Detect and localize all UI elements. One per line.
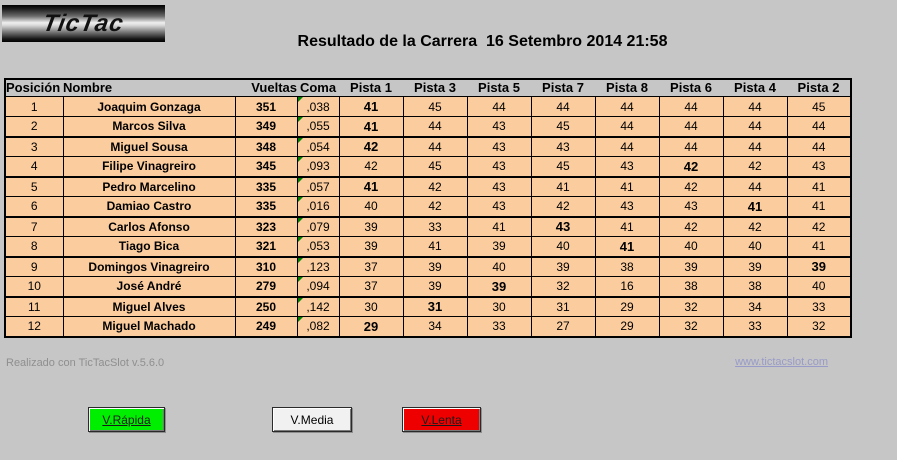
column-header-nombre: Nombre xyxy=(63,80,113,95)
laps-decimal-cell: ,053 xyxy=(297,237,339,257)
website-link[interactable]: www.tictacslot.com xyxy=(735,356,828,368)
total-laps-cell: 335 xyxy=(235,177,297,197)
lap-count-cell: 42 xyxy=(403,197,467,217)
position-cell: 2 xyxy=(5,117,63,137)
lap-count-cell: 38 xyxy=(595,257,659,277)
lap-count-cell: 42 xyxy=(723,217,787,237)
cell-corner-marker-icon xyxy=(298,157,303,162)
lap-count-cell: 44 xyxy=(595,97,659,117)
lap-count-cell: 44 xyxy=(403,137,467,157)
column-header-coma: Coma xyxy=(299,80,337,95)
lap-count-cell: 37 xyxy=(339,277,403,297)
laps-decimal-cell: ,016 xyxy=(297,197,339,217)
driver-name-cell: Carlos Afonso xyxy=(63,217,235,237)
lap-count-cell: 32 xyxy=(787,317,851,337)
driver-name-cell: Tiago Bica xyxy=(63,237,235,257)
lap-count-cell: 42 xyxy=(659,157,723,177)
total-laps-cell: 345 xyxy=(235,157,297,177)
lap-count-cell: 40 xyxy=(531,237,595,257)
lap-count-cell: 44 xyxy=(403,117,467,137)
lap-count-cell: 44 xyxy=(787,137,851,157)
driver-name-cell: Miguel Sousa xyxy=(63,137,235,157)
lap-count-cell: 44 xyxy=(723,137,787,157)
page-title: Resultado de la Carrera 16 Setembro 2014 21:58 xyxy=(297,33,668,50)
result-row xyxy=(5,277,851,297)
laps-decimal-cell: ,054 xyxy=(297,137,339,157)
lap-count-cell: 43 xyxy=(531,217,595,237)
lap-count-cell: 43 xyxy=(787,157,851,177)
lap-count-cell: 41 xyxy=(531,177,595,197)
lap-count-cell: 29 xyxy=(339,317,403,337)
lap-count-cell: 40 xyxy=(659,237,723,257)
result-row xyxy=(5,257,851,277)
total-laps-cell: 335 xyxy=(235,197,297,217)
result-row xyxy=(5,117,851,137)
result-row xyxy=(5,157,851,177)
lap-count-cell: 40 xyxy=(723,237,787,257)
column-header-vueltas: Vueltas xyxy=(251,80,297,95)
lap-count-cell: 40 xyxy=(787,277,851,297)
lap-count-cell: 39 xyxy=(339,237,403,257)
total-laps-cell: 351 xyxy=(235,97,297,117)
lap-count-cell: 43 xyxy=(467,197,531,217)
lap-count-cell: 43 xyxy=(467,157,531,177)
driver-name-cell: José André xyxy=(63,277,235,297)
lap-count-cell: 41 xyxy=(339,97,403,117)
lap-count-cell: 33 xyxy=(723,317,787,337)
lap-count-cell: 40 xyxy=(467,257,531,277)
lap-count-cell: 41 xyxy=(595,177,659,197)
position-cell: 3 xyxy=(5,137,63,157)
lap-count-cell: 41 xyxy=(723,197,787,217)
results-table xyxy=(4,78,852,338)
laps-decimal-cell: ,142 xyxy=(297,297,339,317)
position-cell: 12 xyxy=(5,317,63,337)
result-row xyxy=(5,237,851,257)
lap-count-cell: 41 xyxy=(467,217,531,237)
lap-count-cell: 42 xyxy=(531,197,595,217)
driver-name-cell: Miguel Alves xyxy=(63,297,235,317)
results-header-row xyxy=(5,79,851,97)
lap-count-cell: 44 xyxy=(723,117,787,137)
total-laps-cell: 279 xyxy=(235,277,297,297)
lap-count-cell: 27 xyxy=(531,317,595,337)
lap-count-cell: 42 xyxy=(723,157,787,177)
total-laps-cell: 310 xyxy=(235,257,297,277)
lap-count-cell: 44 xyxy=(595,137,659,157)
lap-count-cell: 43 xyxy=(659,197,723,217)
lap-count-cell: 42 xyxy=(659,177,723,197)
result-row xyxy=(5,217,851,237)
driver-name-cell: Pedro Marcelino xyxy=(63,177,235,197)
lap-count-cell: 45 xyxy=(787,97,851,117)
credit-text: Realizado con TicTacSlot v.5.6.0 xyxy=(6,357,165,369)
laps-decimal-cell: ,123 xyxy=(297,257,339,277)
laps-decimal-cell: ,093 xyxy=(297,157,339,177)
lap-count-cell: 44 xyxy=(659,97,723,117)
result-row xyxy=(5,197,851,217)
position-cell: 1 xyxy=(5,97,63,117)
total-laps-cell: 349 xyxy=(235,117,297,137)
lap-count-cell: 42 xyxy=(339,157,403,177)
lap-count-cell: 39 xyxy=(467,237,531,257)
lap-count-cell: 34 xyxy=(723,297,787,317)
laps-decimal-cell: ,079 xyxy=(297,217,339,237)
lap-count-cell: 44 xyxy=(723,177,787,197)
lap-count-cell: 32 xyxy=(659,317,723,337)
lap-count-cell: 43 xyxy=(595,197,659,217)
lap-count-cell: 42 xyxy=(339,137,403,157)
lap-count-cell: 44 xyxy=(531,97,595,117)
driver-name-cell: Filipe Vinagreiro xyxy=(63,157,235,177)
cell-corner-marker-icon xyxy=(298,117,303,122)
lap-count-cell: 39 xyxy=(723,257,787,277)
column-header-pista-7: Pista 7 xyxy=(542,80,584,95)
total-laps-cell: 250 xyxy=(235,297,297,317)
lap-count-cell: 38 xyxy=(659,277,723,297)
cell-corner-marker-icon xyxy=(298,298,303,303)
driver-name-cell: Miguel Machado xyxy=(63,317,235,337)
position-cell: 5 xyxy=(5,177,63,197)
lap-count-cell: 42 xyxy=(403,177,467,197)
driver-name-cell: Joaquim Gonzaga xyxy=(63,97,235,117)
position-cell: 6 xyxy=(5,197,63,217)
lap-count-cell: 44 xyxy=(787,117,851,137)
position-cell: 10 xyxy=(5,277,63,297)
result-row xyxy=(5,137,851,157)
lap-count-cell: 44 xyxy=(659,117,723,137)
column-header-pista-3: Pista 3 xyxy=(414,80,456,95)
lap-count-cell: 44 xyxy=(723,97,787,117)
lap-count-cell: 31 xyxy=(531,297,595,317)
lap-count-cell: 31 xyxy=(403,297,467,317)
lap-count-cell: 45 xyxy=(403,157,467,177)
lap-count-cell: 30 xyxy=(339,297,403,317)
column-header-pista-8: Pista 8 xyxy=(606,80,648,95)
cell-corner-marker-icon xyxy=(298,218,303,223)
lap-count-cell: 41 xyxy=(787,177,851,197)
lap-count-cell: 41 xyxy=(595,217,659,237)
total-laps-cell: 321 xyxy=(235,237,297,257)
cell-corner-marker-icon xyxy=(298,237,303,242)
lap-count-cell: 30 xyxy=(467,297,531,317)
total-laps-cell: 348 xyxy=(235,137,297,157)
cell-corner-marker-icon xyxy=(298,178,303,183)
medium-speed-button[interactable]: V.Media xyxy=(272,407,352,432)
driver-name-cell: Damiao Castro xyxy=(63,197,235,217)
result-row xyxy=(5,317,851,337)
lap-count-cell: 32 xyxy=(531,277,595,297)
position-cell: 8 xyxy=(5,237,63,257)
lap-count-cell: 43 xyxy=(531,137,595,157)
position-cell: 7 xyxy=(5,217,63,237)
lap-count-cell: 43 xyxy=(467,177,531,197)
cell-corner-marker-icon xyxy=(298,97,303,102)
lap-count-cell: 37 xyxy=(339,257,403,277)
lap-count-cell: 45 xyxy=(531,157,595,177)
driver-name-cell: Marcos Silva xyxy=(63,117,235,137)
cell-corner-marker-icon xyxy=(298,258,303,263)
result-row xyxy=(5,297,851,317)
column-header-pista-1: Pista 1 xyxy=(350,80,392,95)
lap-count-cell: 38 xyxy=(723,277,787,297)
laps-decimal-cell: ,094 xyxy=(297,277,339,297)
position-cell: 11 xyxy=(5,297,63,317)
lap-count-cell: 44 xyxy=(467,97,531,117)
total-laps-cell: 249 xyxy=(235,317,297,337)
lap-count-cell: 41 xyxy=(339,177,403,197)
results-body xyxy=(5,97,851,337)
lap-count-cell: 43 xyxy=(595,157,659,177)
result-row xyxy=(5,177,851,197)
result-row xyxy=(5,97,851,117)
cell-corner-marker-icon xyxy=(298,277,303,282)
cell-corner-marker-icon xyxy=(298,197,303,202)
lap-count-cell: 44 xyxy=(659,137,723,157)
cell-corner-marker-icon xyxy=(298,138,303,143)
lap-count-cell: 39 xyxy=(659,257,723,277)
lap-count-cell: 34 xyxy=(403,317,467,337)
lap-count-cell: 41 xyxy=(787,197,851,217)
fast-speed-button[interactable]: V.Rápida xyxy=(88,407,165,432)
column-header-posición: Posición xyxy=(6,80,61,95)
lap-count-cell: 42 xyxy=(659,217,723,237)
laps-decimal-cell: ,057 xyxy=(297,177,339,197)
column-header-pista-5: Pista 5 xyxy=(478,80,520,95)
lap-count-cell: 33 xyxy=(403,217,467,237)
position-cell: 4 xyxy=(5,157,63,177)
lap-count-cell: 32 xyxy=(659,297,723,317)
lap-count-cell: 41 xyxy=(403,237,467,257)
lap-count-cell: 39 xyxy=(467,277,531,297)
lap-count-cell: 33 xyxy=(787,297,851,317)
lap-count-cell: 33 xyxy=(467,317,531,337)
laps-decimal-cell: ,082 xyxy=(297,317,339,337)
tictac-logo-text: TicTac xyxy=(40,9,127,37)
lap-count-cell: 45 xyxy=(403,97,467,117)
slow-speed-button[interactable]: V.Lenta xyxy=(402,407,481,432)
column-header-pista-4: Pista 4 xyxy=(734,80,776,95)
lap-count-cell: 43 xyxy=(467,117,531,137)
total-laps-cell: 323 xyxy=(235,217,297,237)
position-cell: 9 xyxy=(5,257,63,277)
laps-decimal-cell: ,055 xyxy=(297,117,339,137)
lap-count-cell: 29 xyxy=(595,297,659,317)
column-header-pista-6: Pista 6 xyxy=(670,80,712,95)
lap-count-cell: 39 xyxy=(339,217,403,237)
lap-count-cell: 40 xyxy=(339,197,403,217)
lap-count-cell: 42 xyxy=(787,217,851,237)
lap-count-cell: 39 xyxy=(531,257,595,277)
lap-count-cell: 44 xyxy=(595,117,659,137)
column-header-pista-2: Pista 2 xyxy=(797,80,840,95)
lap-count-cell: 39 xyxy=(403,277,467,297)
lap-count-cell: 41 xyxy=(787,237,851,257)
lap-count-cell: 39 xyxy=(787,257,851,277)
lap-count-cell: 43 xyxy=(467,137,531,157)
driver-name-cell: Domingos Vinagreiro xyxy=(63,257,235,277)
laps-decimal-cell: ,038 xyxy=(297,97,339,117)
lap-count-cell: 39 xyxy=(403,257,467,277)
lap-count-cell: 41 xyxy=(339,117,403,137)
lap-count-cell: 29 xyxy=(595,317,659,337)
lap-count-cell: 16 xyxy=(595,277,659,297)
cell-corner-marker-icon xyxy=(298,317,303,322)
lap-count-cell: 41 xyxy=(595,237,659,257)
lap-count-cell: 45 xyxy=(531,117,595,137)
